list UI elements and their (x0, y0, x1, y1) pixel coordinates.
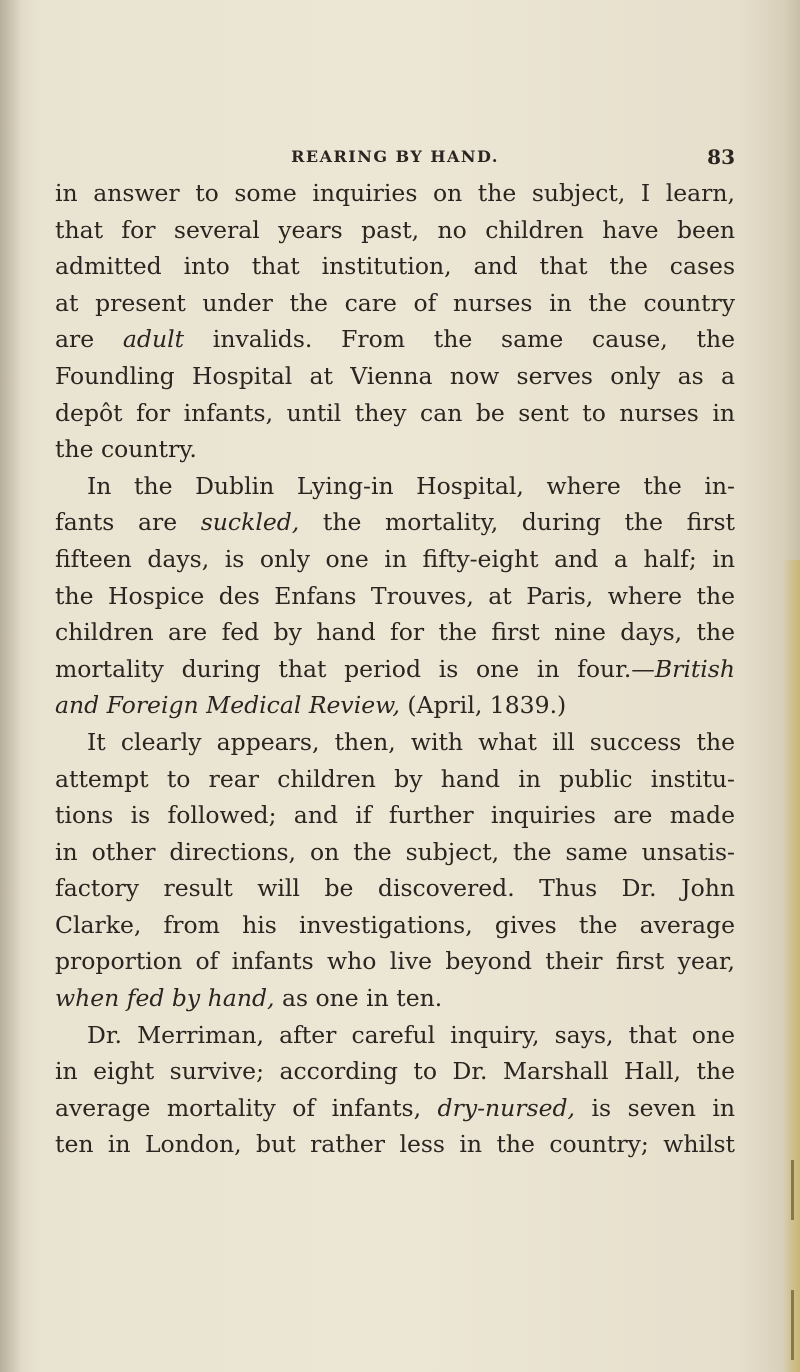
text-line: in answer to some inquiries on the subject, I learn, (55, 179, 735, 207)
text-line: at present under the care of nurses in the country (55, 288, 735, 317)
paragraph-start-line: It clearly appears, then, with what ill success the (87, 727, 735, 756)
paragraph-end-line: when fed by hand, as one in ten. (55, 984, 443, 1013)
page-number: 83 (707, 145, 735, 169)
gutter-shadow (0, 0, 22, 1372)
paragraph-start-line: Dr. Merriman, after careful inquiry, says, that one (87, 1020, 735, 1049)
paragraph-end-line: the country. (55, 435, 197, 464)
text-line: that for several years past, no children have been (55, 215, 735, 244)
text-line: the Hospice des Enfans Trouves, at Paris, where the (55, 581, 735, 610)
italic-citation: British (654, 654, 735, 683)
text-line: children are fed by hand for the first nine days, the (55, 618, 735, 647)
text-line: mortality during that period is one in four.—British (55, 654, 735, 683)
text-line: fifteen days, is only one in fifty-eight and a half; in (55, 544, 735, 573)
italic-text: when fed by hand, (55, 984, 275, 1013)
italic-citation: and Foreign Medical Review, (55, 691, 400, 720)
page-header (55, 147, 735, 171)
text-line: Clarke, from his investigations, gives the average (55, 910, 735, 939)
page-edge-mark (791, 1290, 794, 1360)
italic-text: adult (122, 325, 185, 354)
text-line: ten in London, but rather less in the country; whilst (55, 1130, 735, 1159)
paragraph-start-line: In the Dublin Lying-in Hospital, where the in- (87, 471, 735, 500)
body-text (55, 175, 735, 1163)
italic-text: suckled, (200, 508, 300, 537)
italic-text: dry-nursed, (437, 1093, 576, 1122)
text-line: in other directions, on the subject, the same unsatis- (55, 837, 735, 866)
text-line: are adult invalids. From the same cause, the (55, 325, 736, 354)
running-title: REARING BY HAND. (291, 147, 499, 166)
paragraph-end-line: and Foreign Medical Review, (April, 1839.) (55, 691, 567, 720)
text-line: admitted into that institution, and that the cases (55, 252, 735, 281)
text-line: depôt for infants, until they can be sent to nurses in (55, 398, 735, 427)
page-edge-mark (791, 1160, 794, 1220)
text-line: tions is followed; and if further inquiries are made (55, 801, 735, 830)
text-line: attempt to rear children by hand in public institu- (55, 764, 735, 793)
text-line: in eight survive; according to Dr. Marshall Hall, the (55, 1057, 735, 1086)
text-line: factory result will be discovered. Thus Dr. John (55, 874, 735, 903)
text-line: proportion of infants who live beyond their first year, (55, 947, 735, 976)
text-line: Foundling Hospital at Vienna now serves only as a (55, 361, 735, 390)
page-edge-stain (782, 560, 800, 1372)
text-line: average mortality of infants, dry-nursed, is seven in (55, 1093, 736, 1122)
text-line: fants are suckled, the mortality, during the first (55, 508, 735, 537)
